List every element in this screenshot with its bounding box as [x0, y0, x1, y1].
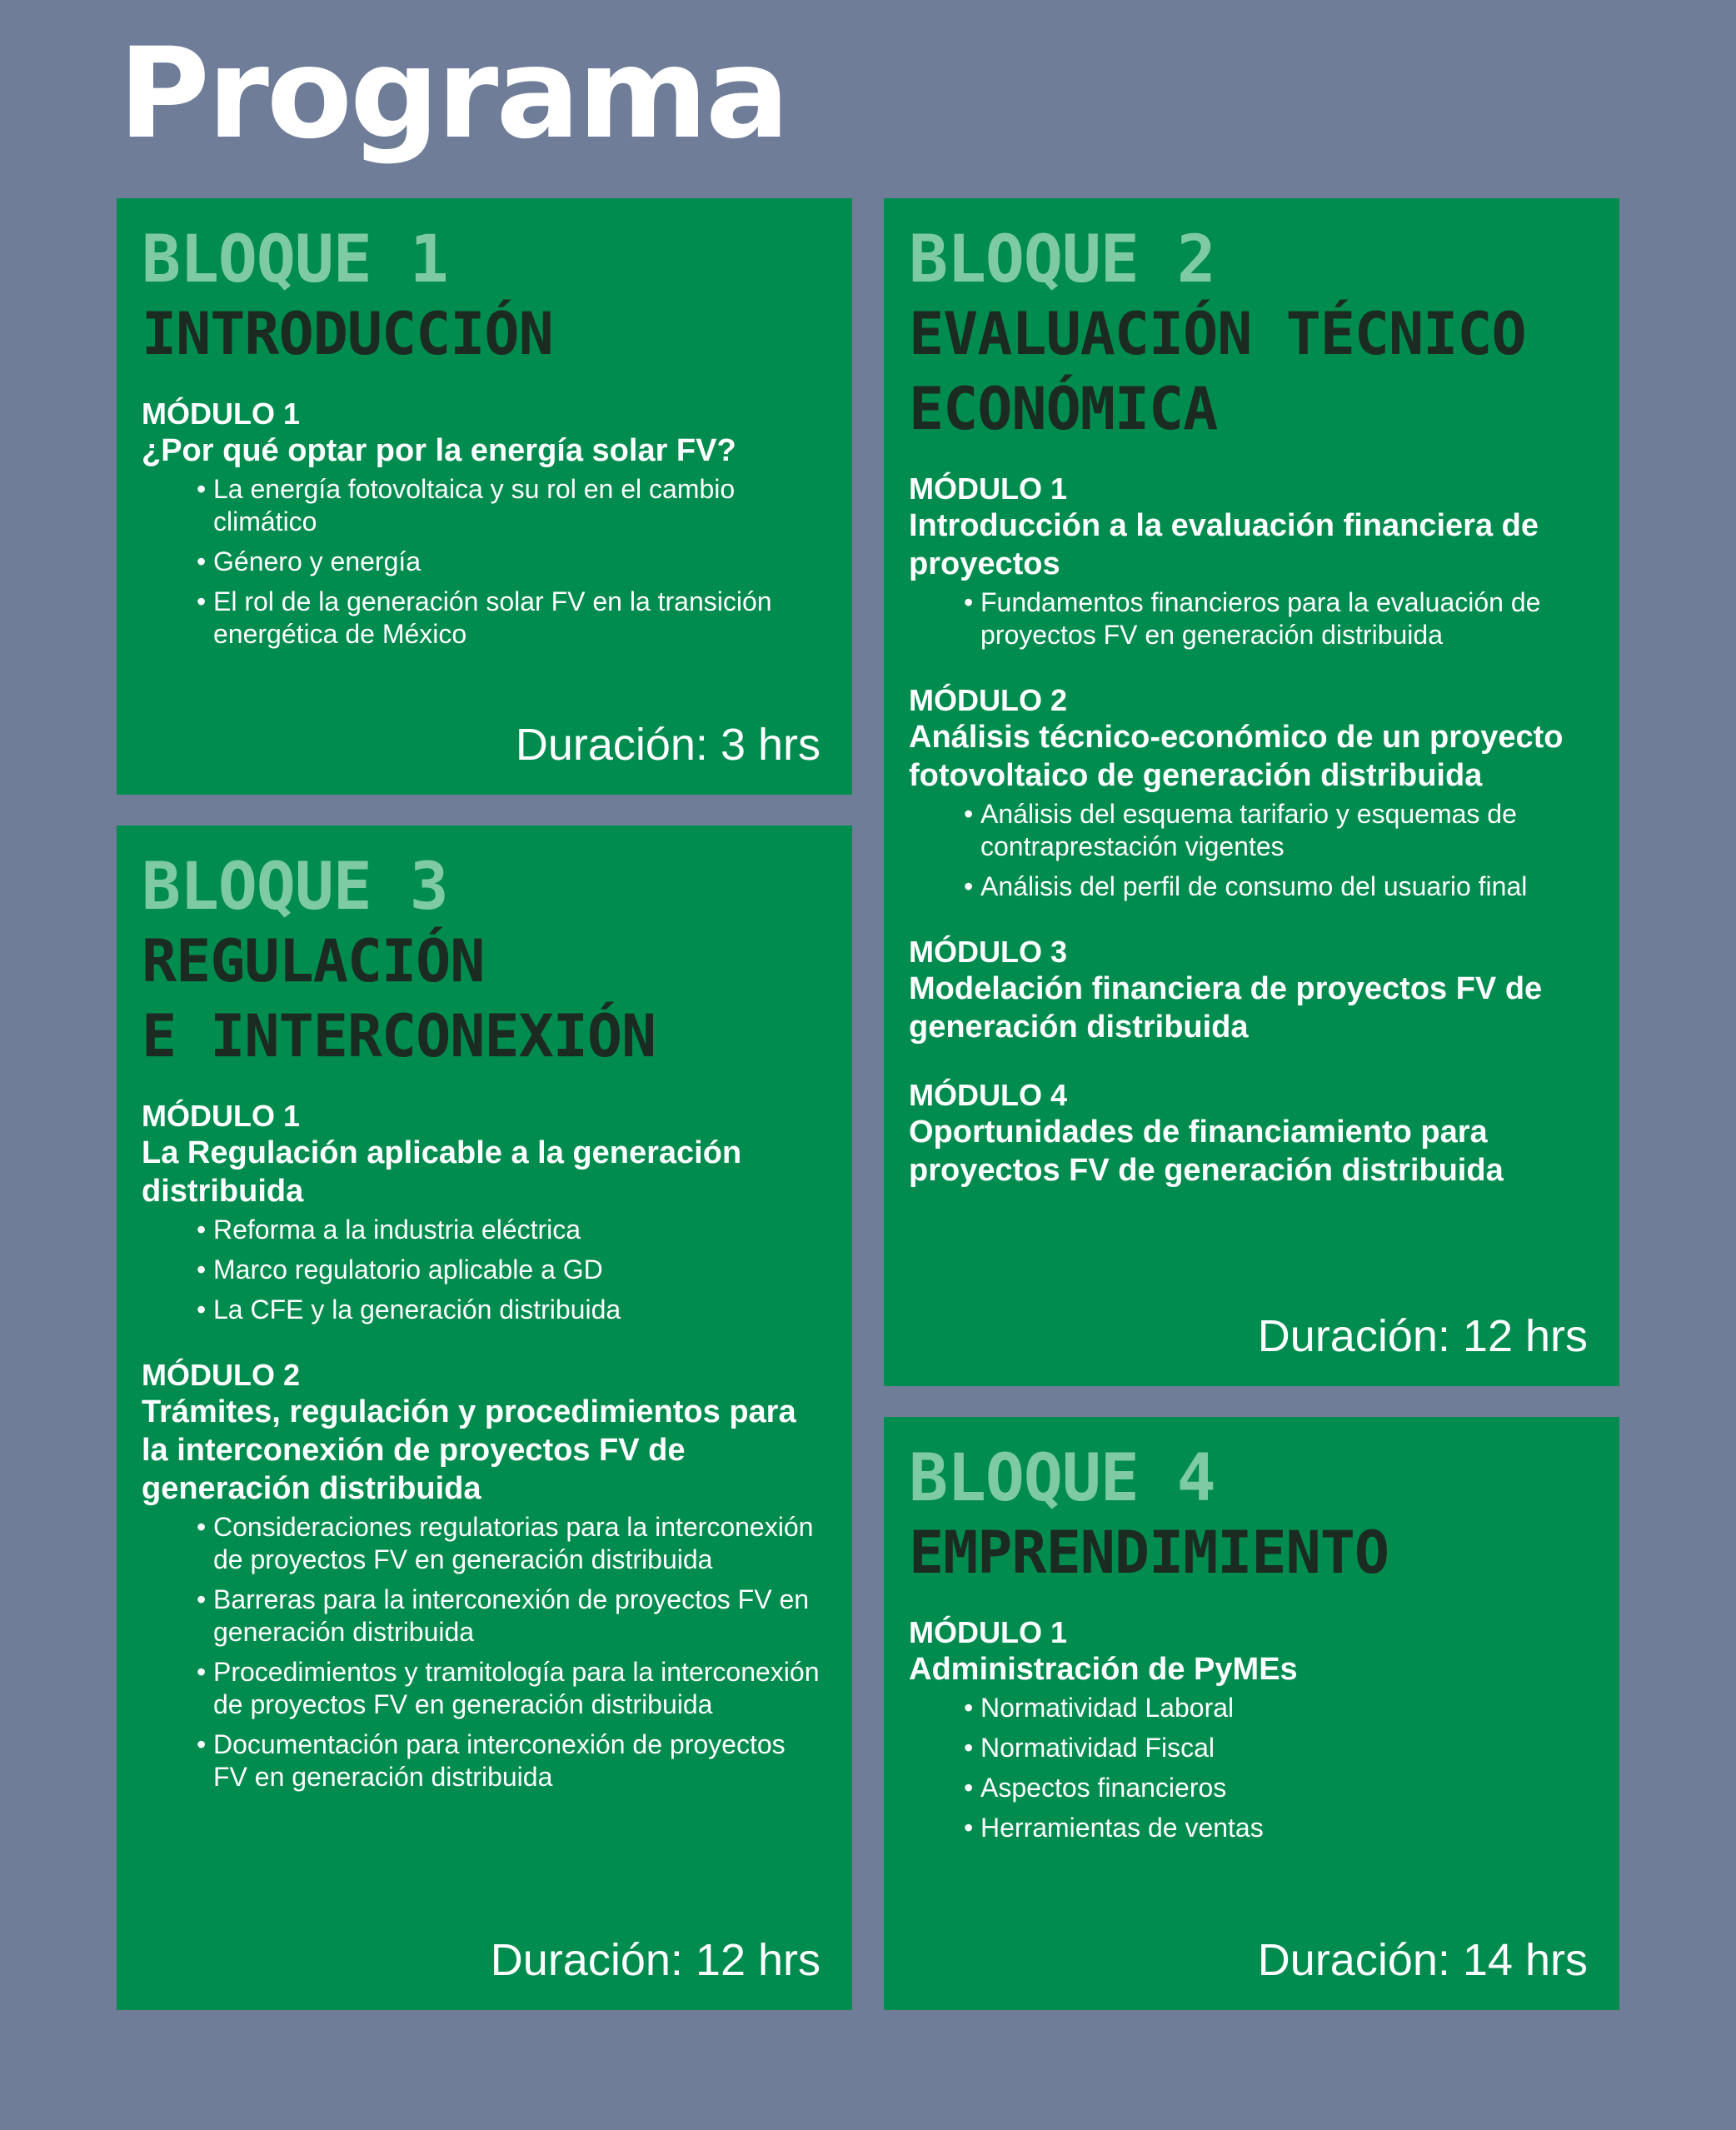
module	[142, 1358, 821, 1793]
block-4	[884, 1417, 1619, 2010]
module	[909, 1615, 1588, 1844]
module-label: MÓDULO 1	[142, 1099, 301, 1133]
block-label: BLOQUE 4	[909, 1441, 1215, 1516]
bullet-icon: •	[964, 1773, 974, 1803]
bullet-icon: •	[197, 1255, 207, 1284]
bullet-icon: •	[964, 1733, 974, 1763]
block-title-line: EMPRENDIMIENTO	[909, 1519, 1389, 1587]
block-title-line: EVALUACIÓN TÉCNICO	[909, 300, 1526, 368]
topic-text: Análisis del esquema tarifario y esquemas de contraprestación vigentes	[980, 799, 1517, 861]
topic-item	[964, 1772, 1588, 1804]
block-title	[909, 297, 1588, 446]
block-label: BLOQUE 1	[142, 222, 448, 297]
topic-item	[197, 1511, 821, 1576]
duration-label: Duración: 12 hrs	[1257, 1311, 1588, 1361]
block-title	[142, 297, 821, 372]
module	[142, 397, 821, 651]
module-label: MÓDULO 1	[909, 1615, 1068, 1649]
topic-list	[142, 1214, 821, 1326]
block-title-line: E INTERCONEXIÓN	[142, 1002, 656, 1070]
module-title: Análisis técnico-económico de un proyecto fotovoltaico de generación distribuida	[909, 720, 1564, 793]
bullet-icon: •	[964, 799, 974, 829]
topic-item	[197, 1728, 821, 1793]
topic-text: Aspectos financieros	[980, 1773, 1227, 1803]
topic-text: La CFE y la generación distribuida	[213, 1294, 621, 1324]
block-title	[909, 1515, 1588, 1590]
block-1	[117, 198, 852, 795]
topic-item	[197, 473, 821, 538]
topic-text: Barreras para la interconexión de proyectos FV en generación distribuida	[213, 1584, 810, 1647]
module-title: ¿Por qué optar por la energía solar FV?	[142, 433, 736, 468]
topic-item	[964, 798, 1588, 863]
topic-item	[197, 586, 821, 651]
topic-text: Herramientas de ventas	[980, 1813, 1264, 1843]
topic-text: Normatividad Laboral	[980, 1693, 1235, 1723]
topic-list	[909, 1692, 1588, 1844]
bullet-icon: •	[197, 1657, 207, 1687]
topic-text: El rol de la generación solar FV en la transición energética de México	[213, 586, 772, 649]
topic-item	[964, 586, 1588, 651]
bullet-icon: •	[197, 1294, 207, 1324]
topic-text: Normatividad Fiscal	[980, 1733, 1215, 1763]
module-label: MÓDULO 4	[909, 1078, 1068, 1112]
topic-text: Fundamentos financieros para la evaluación de proyectos FV en generación distribuida	[980, 587, 1541, 650]
topic-text: Reforma a la industria eléctrica	[213, 1215, 581, 1245]
block-3	[117, 826, 852, 2010]
bullet-icon: •	[197, 1584, 207, 1614]
duration-label: Duración: 14 hrs	[1257, 1935, 1588, 1985]
topic-item	[197, 1294, 821, 1326]
block-label: BLOQUE 3	[142, 850, 448, 925]
topic-item	[197, 1584, 821, 1649]
module	[909, 935, 1588, 1046]
topic-list	[142, 1511, 821, 1793]
topic-text: Documentación para interconexión de proyectos FV en generación distribuida	[213, 1729, 786, 1792]
block-title-line: REGULACIÓN	[142, 927, 485, 995]
topic-list	[909, 798, 1588, 903]
topic-item	[197, 1656, 821, 1721]
bullet-icon: •	[197, 1215, 207, 1245]
module	[909, 1078, 1588, 1190]
module-title: Introducción a la evaluación financiera de proyectos	[909, 508, 1539, 581]
topic-item	[197, 546, 821, 578]
module-title: Trámites, regulación y procedimientos para la interconexión de proyectos FV de generación distribuida	[142, 1394, 796, 1506]
topic-text: La energía fotovoltaica y su rol en el cambio climático	[213, 474, 736, 536]
module	[909, 683, 1588, 903]
block-title-line: ECONÓMICA	[909, 375, 1218, 443]
topic-list	[909, 586, 1588, 651]
module-title: Modelación financiera de proyectos FV de generación distribuida	[909, 971, 1543, 1045]
bullet-icon: •	[964, 871, 974, 901]
topic-text: Procedimientos y tramitología para la interconexión de proyectos FV en generación distribuida	[213, 1657, 820, 1719]
module-label: MÓDULO 2	[142, 1358, 301, 1392]
topic-list	[142, 473, 821, 651]
topic-item	[964, 1812, 1588, 1844]
topic-item	[964, 870, 1588, 903]
bullet-icon: •	[197, 586, 207, 616]
bullet-icon: •	[964, 587, 974, 617]
module-title: Oportunidades de financiamiento para proyectos FV de generación distribuida	[909, 1115, 1504, 1188]
topic-text: Análisis del perfil de consumo del usuario final	[980, 871, 1528, 901]
duration-label: Duración: 12 hrs	[490, 1935, 821, 1985]
bullet-icon: •	[964, 1813, 974, 1843]
bullet-icon: •	[197, 1729, 207, 1759]
module-label: MÓDULO 2	[909, 683, 1068, 717]
topic-text: Consideraciones regulatorias para la interconexión de proyectos FV en generación distribuida	[213, 1512, 814, 1574]
bullet-icon: •	[197, 474, 207, 504]
block-title-line: INTRODUCCIÓN	[142, 300, 553, 368]
topic-item	[964, 1732, 1588, 1764]
bullet-icon: •	[197, 546, 207, 576]
topic-item	[197, 1254, 821, 1286]
module-label: MÓDULO 3	[909, 935, 1068, 969]
block-title	[142, 924, 821, 1074]
module	[909, 471, 1588, 651]
block-2	[884, 198, 1619, 1386]
module-title: La Regulación aplicable a la generación distribuida	[142, 1135, 742, 1209]
module-label: MÓDULO 1	[909, 471, 1068, 506]
duration-label: Duración: 3 hrs	[515, 720, 821, 770]
module	[142, 1099, 821, 1326]
topic-item	[964, 1692, 1588, 1724]
module-title: Administración de PyMEs	[909, 1652, 1298, 1687]
page-title: Programa	[118, 22, 788, 167]
bullet-icon: •	[964, 1693, 974, 1723]
bullet-icon: •	[197, 1512, 207, 1542]
module-label: MÓDULO 1	[142, 397, 301, 431]
block-label: BLOQUE 2	[909, 222, 1215, 297]
topic-text: Género y energía	[213, 546, 422, 576]
topic-text: Marco regulatorio aplicable a GD	[213, 1255, 603, 1284]
topic-item	[197, 1214, 821, 1246]
